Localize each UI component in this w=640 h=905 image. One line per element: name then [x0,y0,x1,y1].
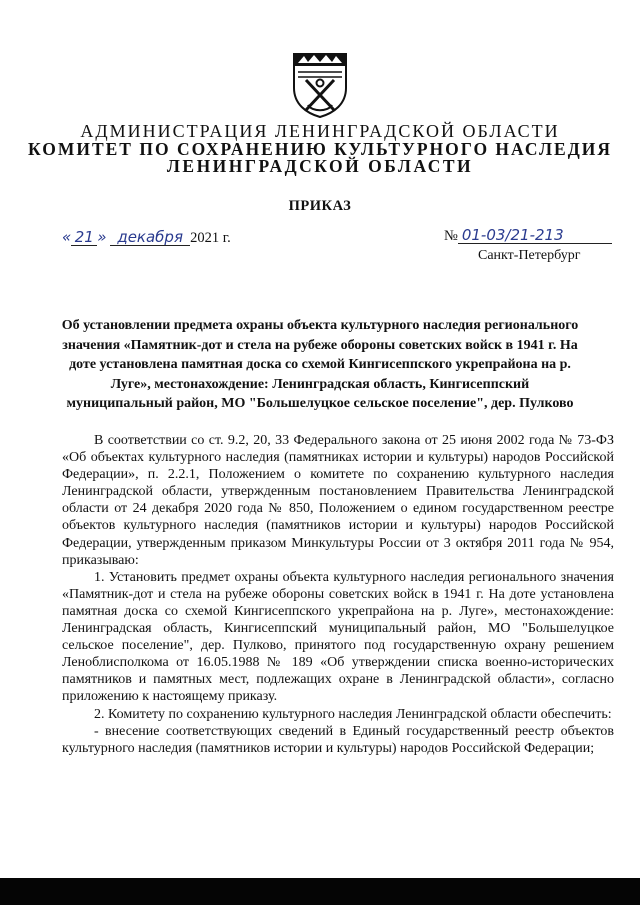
date-open-quote: « [62,228,72,246]
clause-1-paragraph: 1. Установить предмет охраны объекта культурного наследия регионального значения «Памятник-дот и стела на рубеже обороны советских войск в 1941 г. На доте установлена памятная доска со схемой Кингисеппского укрепрайона на р. Луге», местонахождение: Ленинградская область, Кингисеппский муниципальный район, МО "Большелуцкое сельское поселение", дер. Пулково, принятого под государственную охрану решением Леноблисполкома от 16.05.1988 № 189 «Об утверждении списка военно-исторических памятников и памятных мест, подлежащих охране в Ленинградской области», согласно приложению к настоящему приказу. [62,569,614,705]
number-value: 01-03/21-213 [458,228,612,244]
date-month: декабря [110,230,190,246]
clause-2-item-paragraph: - внесение соответствующих сведений в Единый государственный реестр объектов культурного наследия (памятников истории и культуры) народов Российской Федерации; [62,723,614,756]
order-number [444,228,612,245]
administration-heading: АДМИНИСТРАЦИЯ ЛЕНИНГРАДСКОЙ ОБЛАСТИ [80,121,560,141]
region-heading: ЛЕНИНГРАДСКОЙ ОБЛАСТИ [166,156,474,176]
number-label: № [444,228,458,244]
date-close-quote: » [97,228,107,246]
order-date [62,228,231,247]
preamble-paragraph: В соответствии со ст. 9.2, 20, 33 Федерального закона от 25 июня 2002 года № 73-ФЗ «Об объектах культурного наследия (памятниках истории и культуры) народов Российской Федерации», п. 2.2.1, Положением о комитете по сохранению культурного наследия Ленинградской области, утвержденным постановлением Правительства Ленинградской области от 24 декабря 2020 года № 850, Положением о едином государственном реестре объектов культурного наследия (памятников истории и культуры) народов Российской Федерации, утвержденным приказом Минкультуры России от 3 октября 2011 года № 954, приказываю: [62,433,614,568]
coat-of-arms-emblem [290,50,350,120]
city-name: Санкт-Петербург [478,248,581,263]
order-subject: Об установлении предмета охраны объекта культурного наследия регионального значения «Памятник-дот и стела на рубеже обороны советских войск в 1941 г. На доте установлена памятная доска со схемой Кингисеппского укрепрайона на р. Луге», местонахождение: Ленинградская область, Кингисеппский муниципальный район, МО "Большелуцкое сельское поселение", дер. Пулково [61,318,579,411]
committee-heading: КОМИТЕТ ПО СОХРАНЕНИЮ КУЛЬТУРНОГО НАСЛЕДИЯ [27,139,613,159]
clause-2-paragraph: 2. Комитету по сохранению культурного наследия Ленинградской области обеспечить: [94,706,612,722]
date-day: 21 [71,230,97,246]
document-title: ПРИКАЗ [288,198,352,214]
scan-bottom-edge [0,878,640,905]
order-body [62,432,614,757]
date-year: 2021 г. [190,230,231,246]
